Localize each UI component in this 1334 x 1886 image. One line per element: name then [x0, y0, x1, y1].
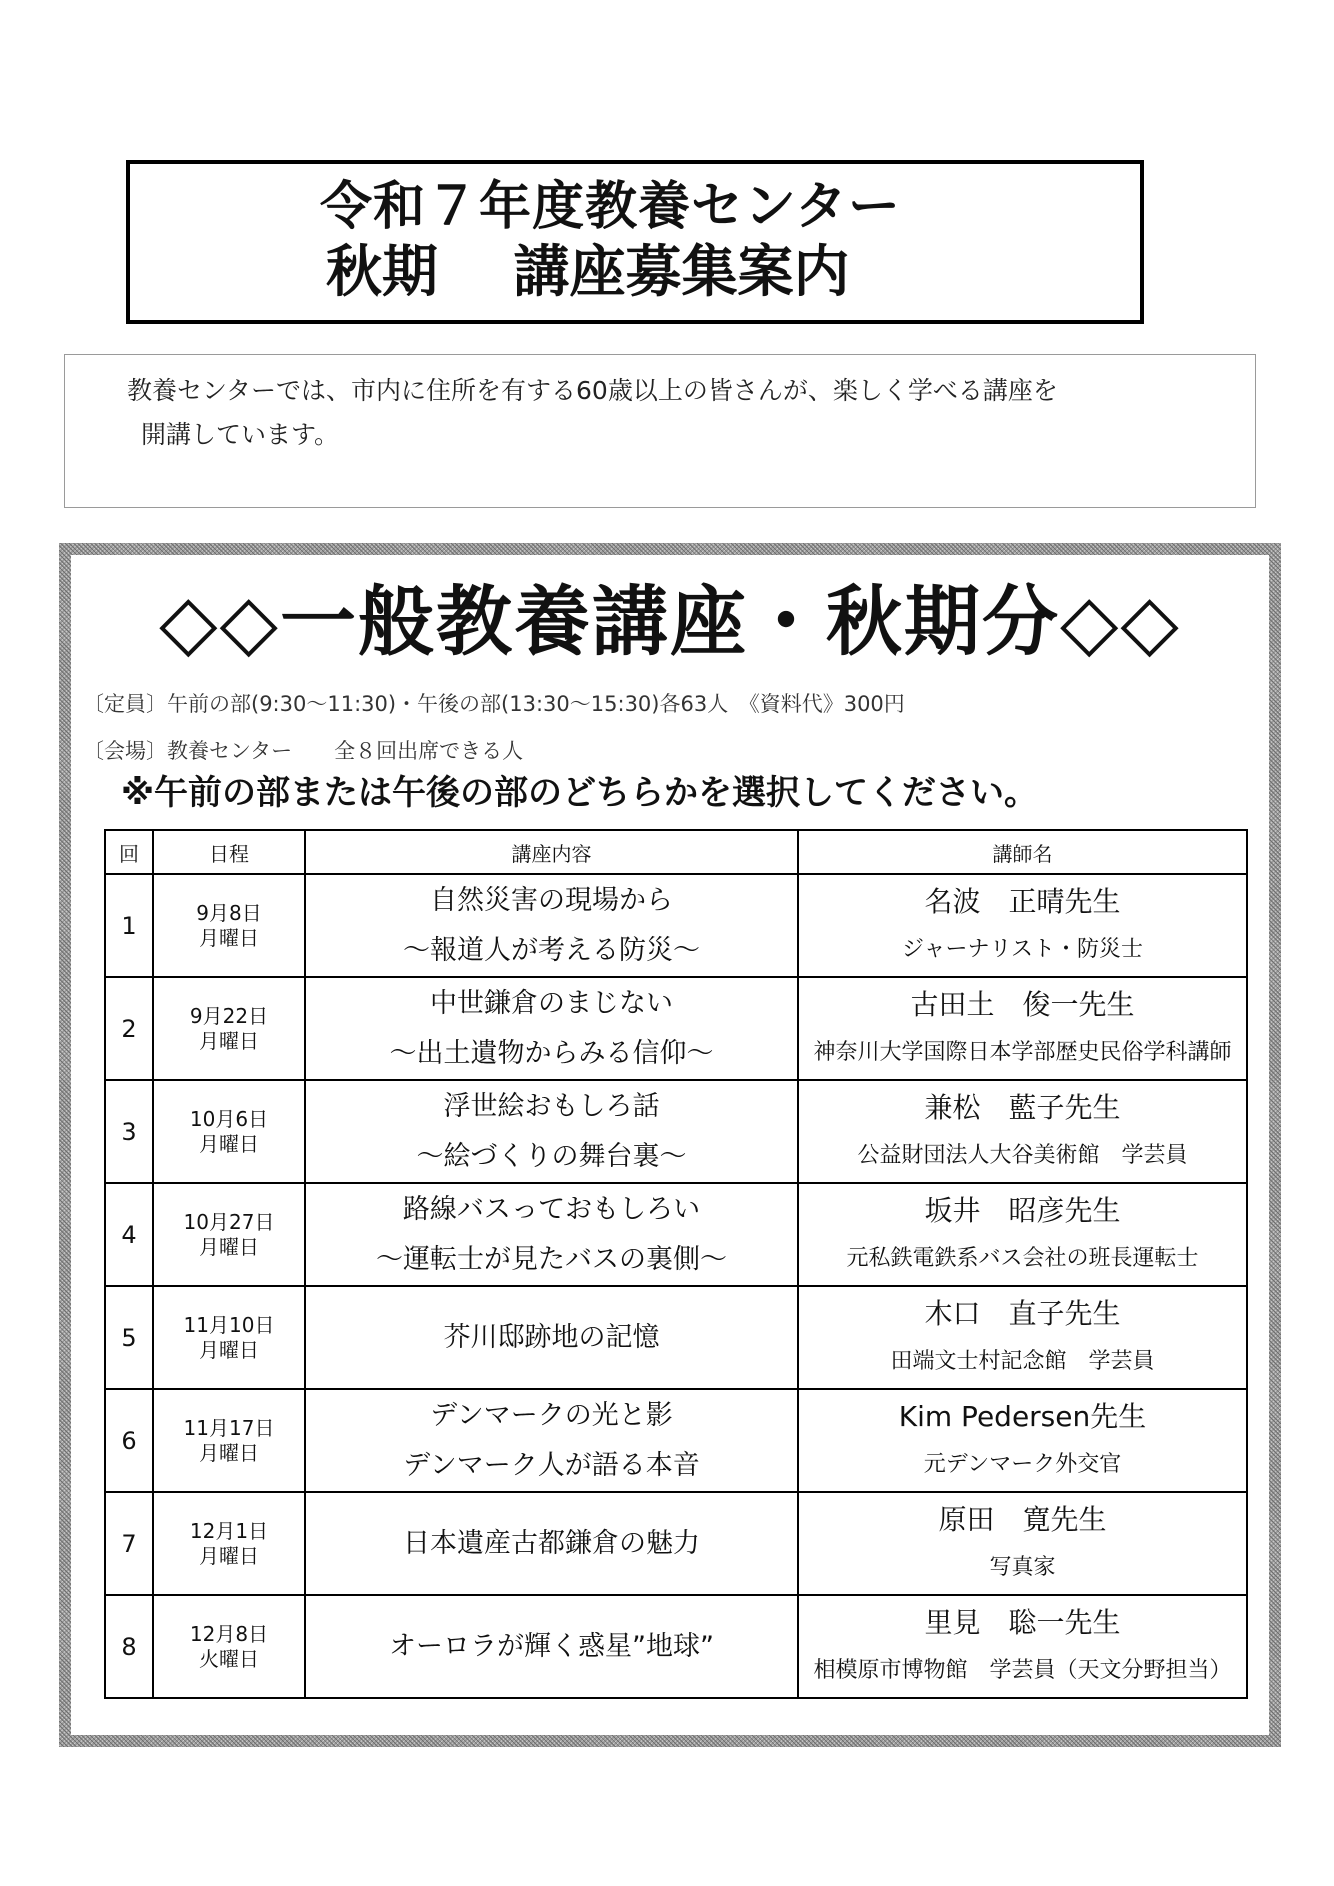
lecturer-name: Kim Pedersen先生: [898, 1399, 1147, 1433]
section-heading: ◇◇一般教養講座・秋期分◇◇: [159, 577, 1181, 666]
date-weekday: 火曜日: [199, 1646, 259, 1671]
date-day: 12月8日: [189, 1621, 269, 1646]
date-day: 11月10日: [183, 1312, 275, 1337]
date-weekday: 月曜日: [199, 1131, 259, 1156]
lecturer-affiliation: 公益財団法人大谷美術館 学芸員: [857, 1142, 1188, 1168]
intro-line-1: 教養センターでは、市内に住所を有する60歳以上の皆さんが、楽しく学べる講座を: [127, 376, 1058, 405]
intro-box: [64, 354, 1256, 508]
course-section-frame: [59, 543, 1281, 1747]
lecturer-affiliation: 相模原市博物館 学芸員（天文分野担当）: [813, 1657, 1232, 1683]
session-date: [153, 1595, 305, 1698]
title-line-1: 令和７年度教養センター: [320, 177, 901, 237]
content-title: 浮世絵おもしろ話: [443, 1090, 660, 1122]
lecturer-name: 兼松 藍子先生: [924, 1090, 1121, 1124]
header-lecturer: 講師名: [798, 830, 1247, 874]
session-lecturer: [798, 1492, 1247, 1595]
date-day: 10月27日: [183, 1209, 275, 1234]
session-content: [305, 1286, 798, 1389]
session-date: [153, 1183, 305, 1286]
session-date: [153, 1286, 305, 1389]
schedule-table: [104, 829, 1248, 1699]
venue-info: 〔会場〕教養センター 全８回出席できる人: [83, 739, 524, 763]
table-row: [105, 1080, 1247, 1183]
lecturer-affiliation: 写真家: [989, 1554, 1056, 1580]
date-day: 9月22日: [189, 1003, 269, 1028]
session-lecturer: [798, 1080, 1247, 1183]
capacity-info: 〔定員〕午前の部(9:30～11:30)・午後の部(13:30～15:30)各63人 《資料代》300円: [83, 692, 905, 716]
date-weekday: 月曜日: [199, 925, 259, 950]
lecturer-affiliation: 元私鉄電鉄系バス会社の班長運転士: [846, 1245, 1199, 1271]
content-subtitle: ～出土遺物からみる信仰～: [389, 1037, 714, 1069]
lecturer-name: 里見 聡一先生: [924, 1605, 1121, 1639]
selection-notice: ※午前の部または午後の部のどちらかを選択してください。: [121, 773, 1039, 813]
date-weekday: 月曜日: [199, 1440, 259, 1465]
session-lecturer: [798, 874, 1247, 977]
lecturer-name: 名波 正晴先生: [924, 884, 1121, 918]
session-number: 4: [105, 1183, 153, 1286]
session-date: [153, 1389, 305, 1492]
content-title: オーロラが輝く惑星”地球”: [389, 1630, 714, 1662]
content-title: 自然災害の現場から: [430, 884, 673, 916]
content-title: 路線バスっておもしろい: [402, 1193, 701, 1225]
session-date: [153, 874, 305, 977]
date-day: 9月8日: [196, 900, 262, 925]
content-title: 日本遺産古都鎌倉の魅力: [403, 1527, 700, 1559]
table-header-row: [105, 830, 1247, 874]
lecturer-affiliation: 元デンマーク外交官: [923, 1451, 1122, 1477]
content-title: 芥川邸跡地の記憶: [443, 1321, 660, 1353]
session-number: 6: [105, 1389, 153, 1492]
header-no: 回: [105, 830, 153, 874]
session-content: [305, 1492, 798, 1595]
session-number: 7: [105, 1492, 153, 1595]
date-day: 10月6日: [189, 1106, 269, 1131]
session-lecturer: [798, 1183, 1247, 1286]
content-title: デンマークの光と影: [430, 1399, 673, 1431]
content-subtitle: ～絵づくりの舞台裏～: [416, 1140, 687, 1172]
session-content: [305, 874, 798, 977]
session-date: [153, 977, 305, 1080]
header-content: 講座内容: [305, 830, 798, 874]
header-date: 日程: [153, 830, 305, 874]
session-content: [305, 1595, 798, 1698]
lecturer-name: 原田 寛先生: [938, 1502, 1107, 1536]
table-row: [105, 1595, 1247, 1698]
table-row: [105, 874, 1247, 977]
session-date: [153, 1080, 305, 1183]
intro-line-2: 開講しています。: [141, 420, 340, 449]
date-weekday: 月曜日: [199, 1234, 259, 1259]
session-lecturer: [798, 1286, 1247, 1389]
session-lecturer: [798, 1595, 1247, 1698]
title-box: [126, 160, 1144, 324]
table-row: [105, 1286, 1247, 1389]
table-row: [105, 1183, 1247, 1286]
content-title: 中世鎌倉のまじない: [430, 987, 673, 1019]
date-weekday: 月曜日: [199, 1337, 259, 1362]
session-number: 2: [105, 977, 153, 1080]
session-number: 8: [105, 1595, 153, 1698]
lecturer-affiliation: ジャーナリスト・防災士: [901, 936, 1144, 962]
session-date: [153, 1492, 305, 1595]
session-lecturer: [798, 977, 1247, 1080]
content-subtitle: デンマーク人が語る本音: [403, 1449, 700, 1481]
lecturer-name: 坂井 昭彦先生: [924, 1193, 1121, 1227]
lecturer-affiliation: 神奈川大学国際日本学部歴史民俗学科講師: [813, 1039, 1232, 1065]
session-content: [305, 977, 798, 1080]
session-number: 1: [105, 874, 153, 977]
session-content: [305, 1389, 798, 1492]
session-content: [305, 1080, 798, 1183]
course-section: [71, 555, 1269, 1735]
title-line-2: 秋期 講座募集案内: [326, 240, 850, 305]
session-content: [305, 1183, 798, 1286]
content-subtitle: ～報道人が考える防災～: [403, 934, 700, 966]
session-number: 5: [105, 1286, 153, 1389]
content-subtitle: ～運転士が見たバスの裏側～: [376, 1243, 727, 1275]
lecturer-name: 古田土 俊一先生: [910, 987, 1135, 1021]
table-row: [105, 1492, 1247, 1595]
table-row: [105, 1389, 1247, 1492]
date-day: 11月17日: [183, 1415, 275, 1440]
date-day: 12月1日: [189, 1518, 269, 1543]
lecturer-affiliation: 田端文士村記念館 学芸員: [890, 1348, 1155, 1374]
table-row: [105, 977, 1247, 1080]
session-number: 3: [105, 1080, 153, 1183]
session-lecturer: [798, 1389, 1247, 1492]
date-weekday: 月曜日: [199, 1028, 259, 1053]
date-weekday: 月曜日: [199, 1543, 259, 1568]
lecturer-name: 木口 直子先生: [924, 1296, 1121, 1330]
